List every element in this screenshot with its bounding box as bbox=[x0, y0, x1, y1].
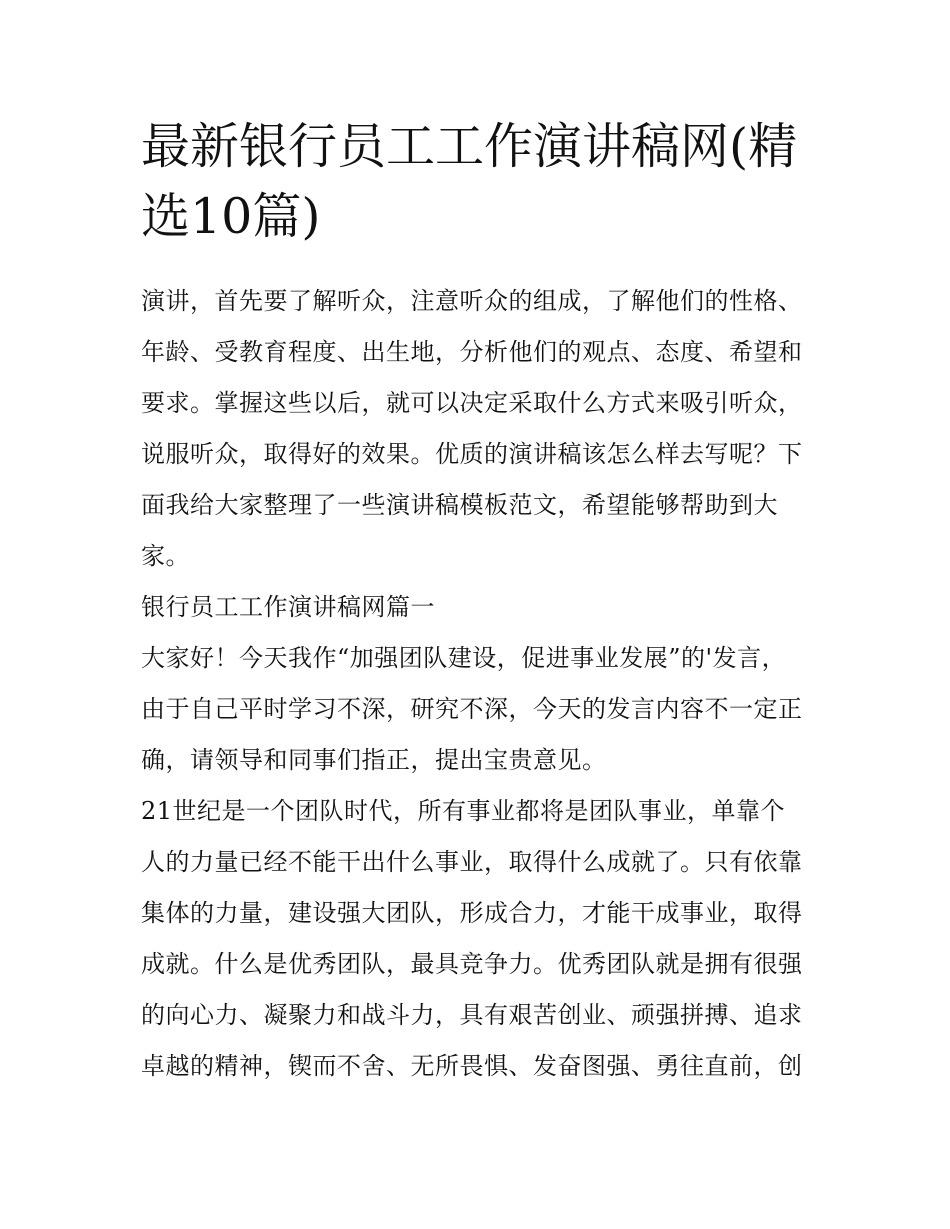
title-line: 选10篇) bbox=[141, 188, 321, 245]
body-line: 家。 bbox=[141, 542, 190, 570]
body-line: 年龄、受教育程度、出生地，分析他们的观点、态度、希望和 bbox=[141, 338, 803, 366]
section-heading: 银行员工工作演讲稿网篇一 bbox=[141, 593, 435, 621]
title-line: 最新银行员工工作演讲稿网(精 bbox=[141, 118, 798, 175]
body-line: 成就。什么是优秀团队，最具竞争力。优秀团队就是拥有很强 bbox=[141, 950, 803, 978]
body-line: 的向心力、凝聚力和战斗力，具有艰苦创业、顽强拼搏、追求 bbox=[141, 1001, 803, 1029]
body-line: 说服听众，取得好的效果。优质的演讲稿该怎么样去写呢？下 bbox=[141, 440, 803, 468]
body-line: 要求。掌握这些以后，就可以决定采取什么方式来吸引听众， bbox=[141, 389, 803, 417]
body-line: 集体的力量，建设强大团队，形成合力，才能干成事业，取得 bbox=[141, 899, 803, 927]
body-line: 大家好！今天我作“加强团队建设，促进事业发展”的'发言， bbox=[141, 644, 787, 672]
body-line: 确，请领导和同事们指正，提出宝贵意见。 bbox=[141, 746, 607, 774]
body-line: 21世纪是一个团队时代，所有事业都将是团队事业，单靠个 bbox=[141, 797, 786, 825]
body-line: 演讲，首先要了解听众，注意听众的组成，了解他们的性格、 bbox=[141, 287, 803, 315]
body-line: 面我给大家整理了一些演讲稿模板范文，希望能够帮助到大 bbox=[141, 491, 778, 519]
body-line: 由于自己平时学习不深，研究不深，今天的发言内容不一定正 bbox=[141, 695, 803, 723]
body-line: 卓越的精神，锲而不舍、无所畏惧、发奋图强、勇往直前，创 bbox=[141, 1052, 803, 1080]
document-title bbox=[141, 112, 821, 252]
body-line: 人的力量已经不能干出什么事业，取得什么成就了。只有依靠 bbox=[141, 848, 803, 876]
